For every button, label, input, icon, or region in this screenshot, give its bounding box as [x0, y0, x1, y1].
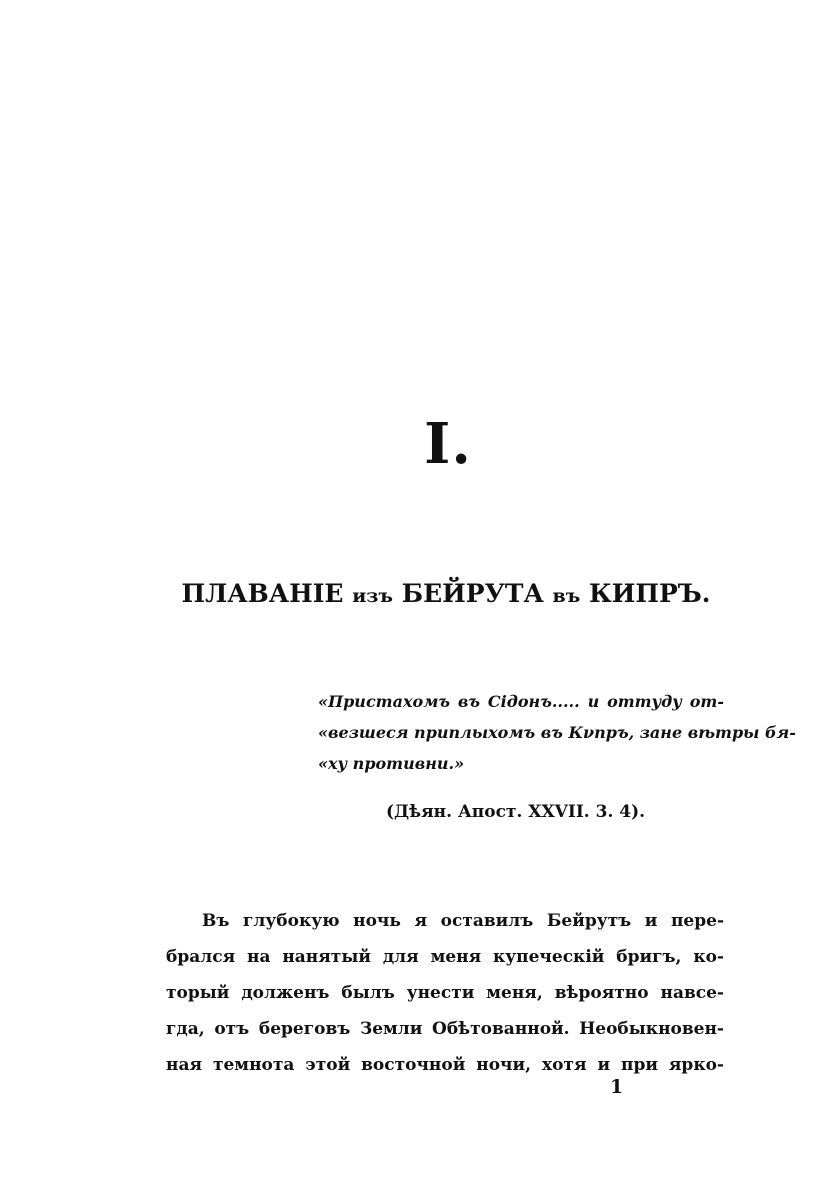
chapter-title-word: ПЛАВАНІЕ — [181, 579, 344, 608]
body-paragraph — [166, 903, 724, 1083]
body-line: брался на нанятый для меня купеческій бригъ, ко- — [166, 947, 724, 967]
body-line: гда, отъ береговъ Земли Обѣтованной. Необыкновен- — [166, 1019, 724, 1039]
chapter-title-word: КИПРЪ. — [589, 579, 711, 608]
epigraph-line: «ху противни.» — [318, 754, 465, 773]
body-line: ная темнота этой восточной ночи, хотя и при ярко- — [166, 1055, 724, 1075]
chapter-title-word: въ — [552, 585, 581, 607]
chapter-title-word: БЕЙРУТА — [401, 579, 544, 608]
epigraph — [318, 686, 796, 779]
chapter-title-word: изъ — [352, 585, 394, 607]
chapter-number: I. — [424, 411, 472, 477]
epigraph-line: «Пристахомъ въ Сідонъ..... и оттуду от- — [318, 692, 724, 711]
page-number: 1 — [610, 1076, 624, 1098]
body-line: торый долженъ былъ унести меня, вѣроятно навсе- — [166, 983, 724, 1003]
epigraph-line: «везшеся приплыхомъ въ Кνпръ, зане вѣтры бя- — [318, 723, 796, 742]
chapter-title — [170, 577, 722, 613]
body-line: Въ глубокую ночь я оставилъ Бейрутъ и пере- — [202, 911, 724, 931]
epigraph-source: (Дѣян. Апост. XXVII. 3. 4). — [386, 802, 646, 822]
